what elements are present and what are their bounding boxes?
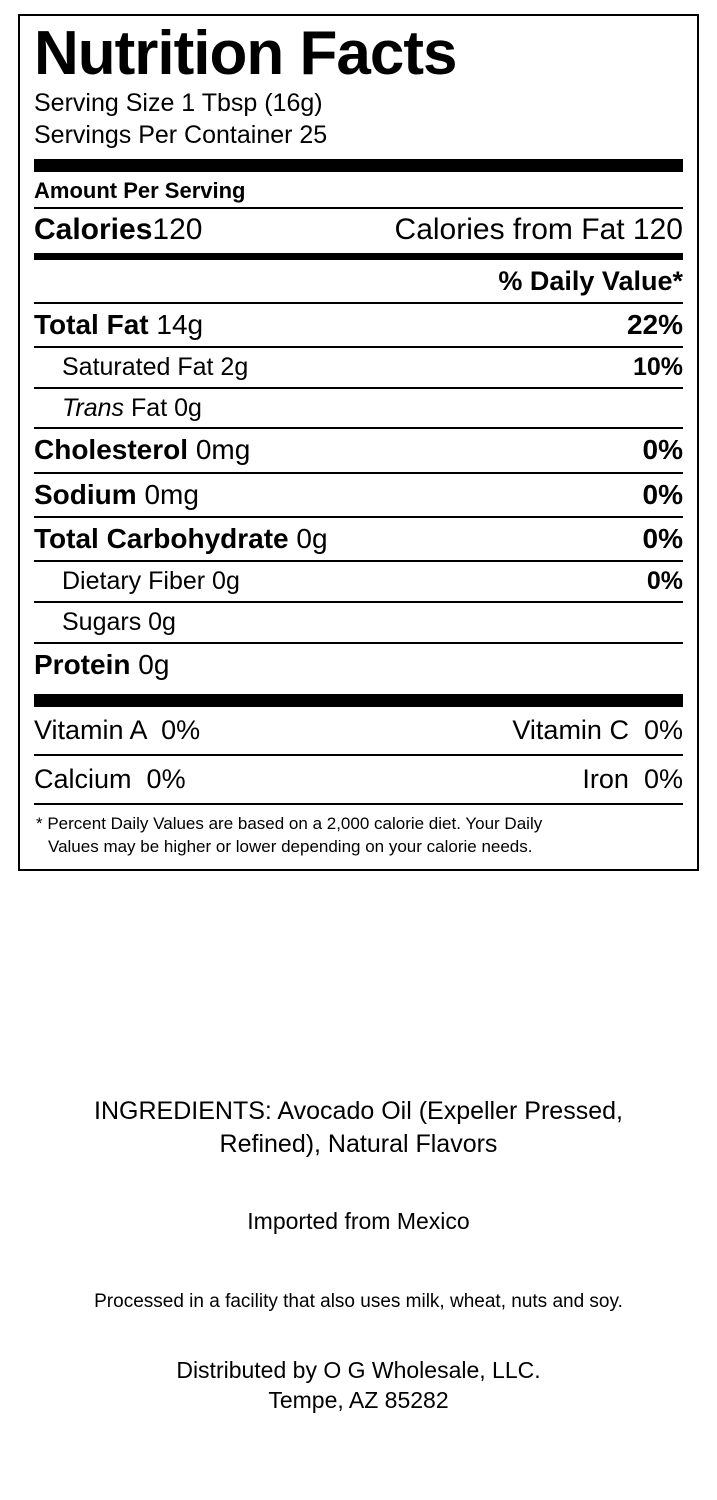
nutrient-label: Total Fat: [34, 308, 149, 340]
nutrient-name-sodium: [34, 479, 199, 511]
footnote-line-1: * Percent Daily Values are based on a 2,000 calorie diet. Your Daily: [36, 813, 543, 833]
nutrient-name-dietary-fiber: Dietary Fiber 0g: [62, 567, 240, 595]
vitamin-c-value: 0%: [643, 714, 683, 745]
daily-value-header: % Daily Value*: [498, 265, 683, 296]
calcium-entry: [34, 764, 186, 795]
nutrient-name-sugars: Sugars 0g: [62, 607, 176, 636]
calcium-label: Calcium: [34, 763, 132, 794]
distributor-line-1: Distributed by O G Wholesale, LLC.: [176, 1357, 541, 1383]
vitamin-c-label: Vitamin C: [512, 714, 629, 745]
calcium-value: 0%: [146, 763, 186, 794]
nutrient-row-sugars: [34, 603, 683, 642]
vitamin-a-label: Vitamin A: [34, 714, 147, 745]
nutrient-label: Cholesterol: [34, 434, 189, 466]
allergen-statement: Processed in a facility that also uses milk, wheat, nuts and soy.: [94, 1291, 623, 1312]
nutrient-name-total-fat: [34, 309, 203, 341]
divider-medium-1: [34, 253, 683, 260]
trans-italic-word: Trans: [62, 393, 125, 422]
calories-row: [34, 209, 683, 253]
nutrient-name-cholesterol: [34, 434, 250, 466]
label-text-block: [18, 1095, 699, 1416]
nutrient-row-saturated-fat: [34, 348, 683, 387]
nutrient-amount: 0g: [138, 648, 170, 680]
nutrient-dv-dietary-fiber: 0%: [646, 567, 683, 595]
nutrient-row-total-fat: [34, 304, 683, 346]
vitamin-c-entry: [512, 715, 683, 746]
panel-title: Nutrition Facts: [34, 19, 457, 88]
nutrient-amount: 14g: [156, 308, 204, 340]
nutrient-amount: 0mg: [195, 434, 251, 466]
vitamin-row-1: [34, 707, 683, 754]
daily-value-footnote: [34, 805, 683, 861]
nutrient-dv-total-fat: 22%: [626, 308, 683, 340]
nutrient-row-trans-fat: [34, 389, 683, 428]
calories-label: Calories: [34, 212, 153, 246]
iron-entry: [582, 764, 683, 795]
nutrient-amount: 0g: [296, 522, 328, 554]
nutrient-dv-cholesterol: 0%: [642, 434, 683, 466]
vitamin-row-2: [34, 756, 683, 803]
nutrient-label: Sodium: [34, 478, 137, 510]
nutrient-row-dietary-fiber: [34, 562, 683, 601]
nutrient-name-saturated-fat: Saturated Fat 2g: [62, 352, 249, 381]
vitamin-a-value: 0%: [161, 714, 201, 745]
amount-per-serving-label: Amount Per Serving: [34, 177, 246, 203]
distributor-block: [18, 1355, 699, 1416]
calories-from-fat: Calories from Fat 120: [394, 212, 683, 246]
nutrient-row-sodium: [34, 474, 683, 516]
iron-value: 0%: [643, 763, 683, 794]
nutrition-facts-panel: [18, 14, 699, 871]
ingredients-line-2: Refined), Natural Flavors: [219, 1129, 498, 1158]
imported-from-text: Imported from Mexico: [247, 1208, 470, 1234]
calories-value: 120: [152, 212, 203, 246]
ingredients-line-1: INGREDIENTS: Avocado Oil (Expeller Pressed,: [94, 1097, 623, 1125]
ingredients-text: [18, 1095, 699, 1160]
iron-label: Iron: [582, 763, 629, 794]
nutrient-dv-saturated-fat: 10%: [632, 352, 683, 381]
nutrient-amount: 0mg: [144, 478, 199, 510]
vitamin-a-entry: [34, 715, 200, 746]
serving-size-text: Serving Size 1 Tbsp (16g): [34, 88, 323, 117]
footnote-line-2: Values may be higher or lower depending on your calorie needs.: [48, 836, 533, 856]
nutrient-name-total-carbohydrate: [34, 523, 328, 555]
nutrient-row-cholesterol: [34, 429, 683, 471]
trans-rest-label: Fat 0g: [131, 393, 202, 422]
divider-thick-bottom: [34, 694, 683, 707]
nutrient-dv-total-carbohydrate: 0%: [642, 522, 683, 554]
servings-per-container-text: Servings Per Container 25: [34, 120, 328, 149]
nutrient-row-total-carbohydrate: [34, 518, 683, 560]
calories-left: [34, 213, 202, 247]
distributor-line-2: Tempe, AZ 85282: [268, 1387, 449, 1414]
nutrient-name-protein: [34, 649, 169, 681]
nutrient-row-protein: [34, 644, 683, 686]
nutrient-label: Protein: [34, 648, 131, 680]
nutrient-dv-sodium: 0%: [642, 478, 683, 510]
divider-thick-top: [34, 159, 683, 172]
nutrient-name-trans-fat: [34, 394, 202, 423]
nutrient-label: Total Carbohydrate: [34, 522, 289, 554]
